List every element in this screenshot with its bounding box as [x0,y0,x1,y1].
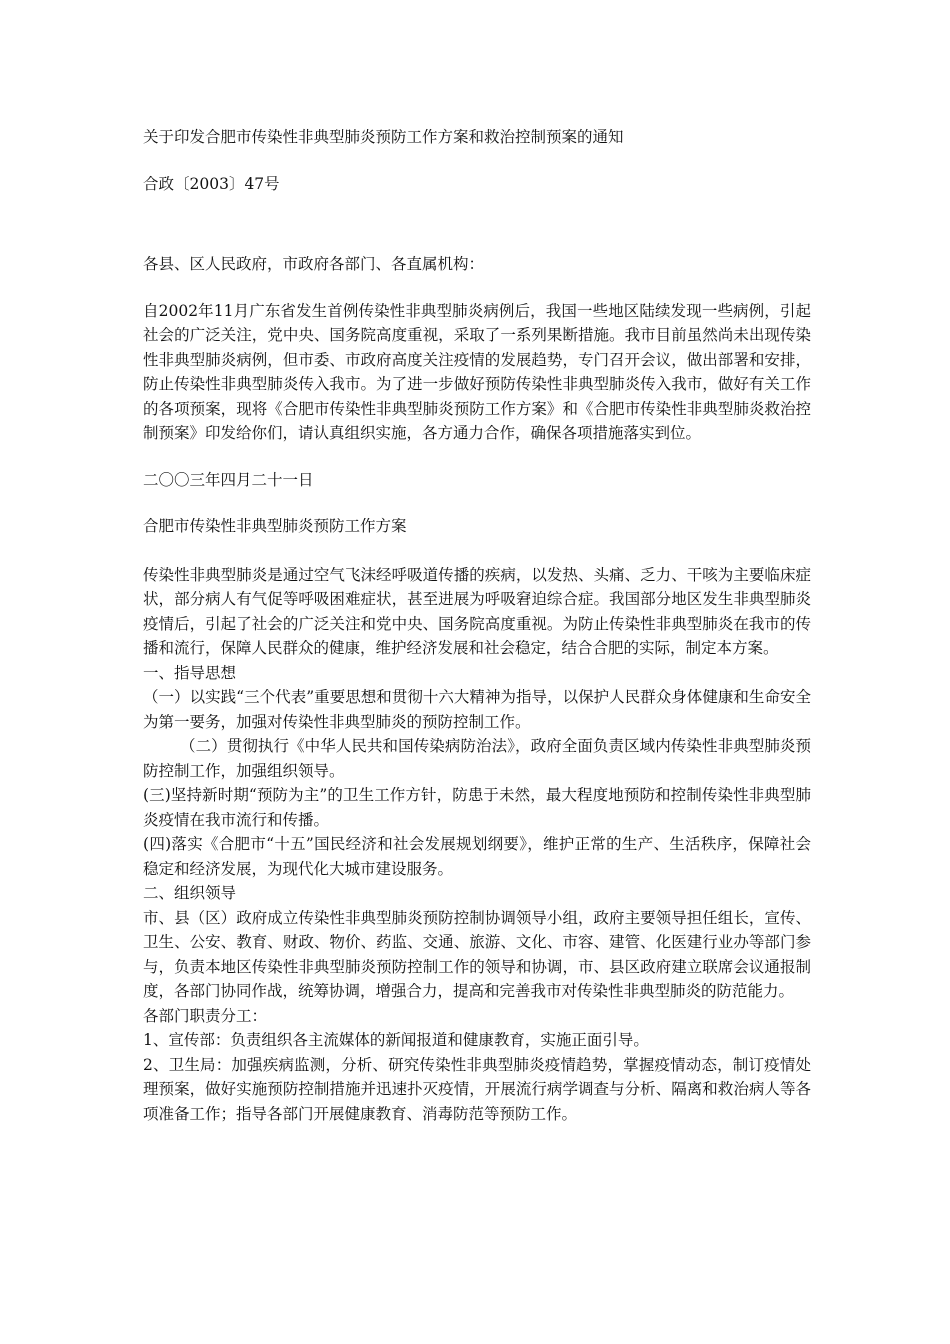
issue-date: 二〇〇三年四月二十一日 [143,470,314,489]
recipients-line: 各县、区人民政府，市政府各部门、各直属机构： [143,255,485,273]
section1-item-2: （二）贯彻执行《中华人民共和国传染病防治法》，政府全面负责区域内传染性非典型肺炎预防控制工作，加强组织领导。 [143,737,811,780]
section1-item-3: (三)坚持新时期“预防为主”的卫生工作方针，防患于未然，最大程度地预防和控制传染性非典型肺炎疫情在我市流行和传播。 [143,786,811,829]
notice-body-paragraph: 自2002年11月广东省发生首例传染性非典型肺炎病例后，我国一些地区陆续发现一些病例，引起社会的广泛关注，党中央、国务院高度重视，采取了一系列果断措施。我市目前虽然尚未出现传染性非典型肺炎病例，但市委、市政府高度关注疫情的发展趋势，专门召开会议，做出部署和安排，防止传染性非典型肺炎传入我市。为了进一步做好预防传染性非典型肺炎传入我市，做好有关工作的各项预案，现将《合肥市传染性非典型肺炎预防工作方案》和《合肥市传染性非典型肺炎救治控制预案》印发给你们，请认真组织实施，各方通力合作，确保各项措施落实到位。 [143,301,811,442]
section2-body-paragraph: 市、县（区）政府成立传染性非典型肺炎预防控制协调领导小组，政府主要领导担任组长，宣传、卫生、公安、教育、财政、物价、药监、交通、旅游、文化、市容、建管、化医建行业办等部门参与，负责本地区传染性非典型肺炎预防控制工作的领导和协调，市、县区政府建立联席会议通报制度，各部门协同作战，统筹协调，增强合力，提高和完善我市对传染性非典型肺炎的防范能力。 [143,908,811,1000]
plan-intro-paragraph: 传染性非典型肺炎是通过空气飞沫经呼吸道传播的疾病，以发热、头痛、乏力、干咳为主要临床症状，部分病人有气促等呼吸困难症状，甚至进展为呼吸窘迫综合症。我国部分地区发生非典型肺炎疫情后，引起了社会的广泛关注和党中央、国务院高度重视。为防止传染性非典型肺炎在我市的传播和流行，保障人民群众的健康，维护经济发展和社会稳定，结合合肥的实际，制定本方案。 [143,565,811,657]
document-body [143,125,811,1126]
section-heading-organization: 二、组织领导 [143,884,237,902]
document-number: 合政〔2003〕47号 [143,174,280,193]
section1-item-1: （一）以实践“三个代表”重要思想和贯彻十六大精神为指导，以保护人民群众身体健康和生命安全为第一要务，加强对传染性非典型肺炎的预防控制工作。 [143,688,811,731]
document-title: 关于印发合肥市传染性非典型肺炎预防工作方案和救治控制预案的通知 [143,128,624,146]
duties-heading: 各部门职责分工： [143,1006,268,1025]
duty-item-health-bureau: 2、卫生局：加强疾病监测，分析、研究传染性非典型肺炎疫情趋势，掌握疫情动态，制订疫情处理预案，做好实施预防控制措施并迅速扑灭疫情，开展流行病学调查与分析、隔离和救治病人等各项准备工作；指导各部门开展健康教育、消毒防范等预防工作。 [143,1055,811,1123]
section1-item-4: (四)落实《合肥市“十五”国民经济和社会发展规划纲要》，维护正常的生产、生活秩序，保障社会稳定和经济发展，为现代化大城市建设服务。 [143,835,811,878]
section-heading-guiding-thought: 一、指导思想 [143,663,237,682]
plan-title: 合肥市传染性非典型肺炎预防工作方案 [143,517,407,535]
duty-item-propaganda: 1、宣传部：负责组织各主流媒体的新闻报道和健康教育，实施正面引导。 [143,1031,649,1049]
